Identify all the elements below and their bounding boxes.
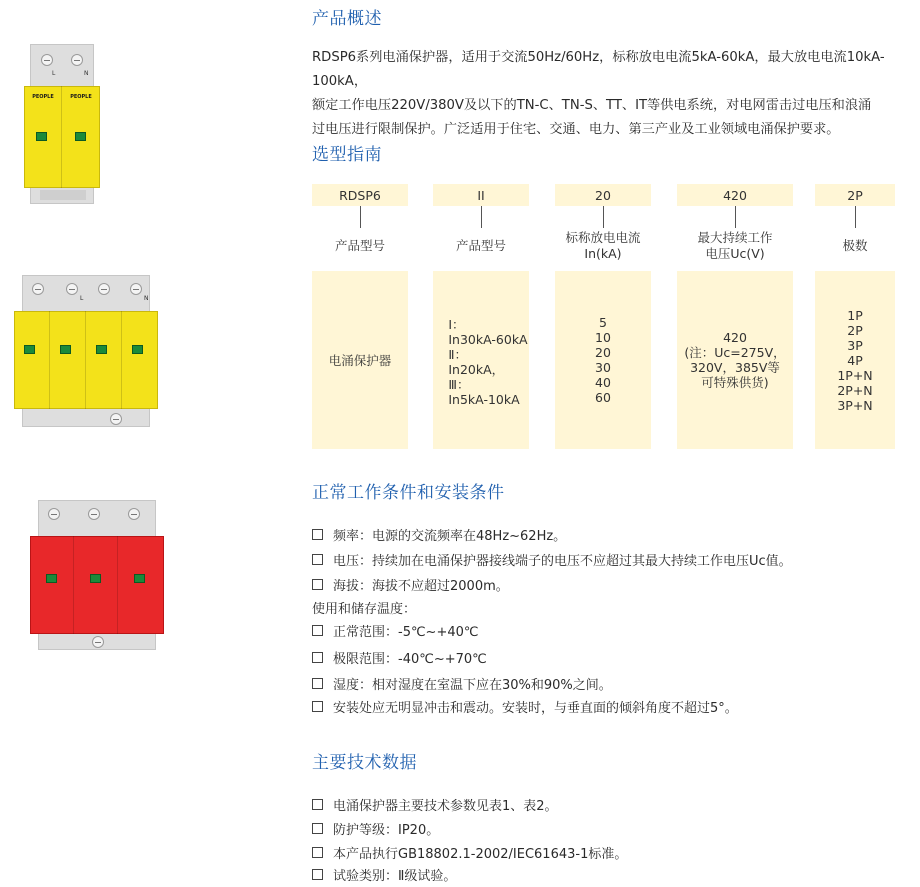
overview-text: RDSP6系列电涌保护器，适用于交流50Hz/60Hz，标称放电电流5kA-60kA，最大放电电流10kA-100kA， 额定工作电压220V/380V及以下的TN-C、TN-S、TT、IT等供电系统，对电网雷击过电压和浪涌 过电压进行限制保护。广泛适用于住宅、交通、电力、第三产业及工业领域电涌保护要求。 (312, 50, 885, 137)
selection-title: 选型指南 (312, 145, 382, 165)
product-image-3p-red (30, 500, 164, 650)
checkbox-icon (312, 652, 323, 663)
product-image-2p-yellow: L N PEOPLE PEOPLE (24, 44, 100, 204)
product-image-4p-yellow: L N (14, 275, 158, 427)
list-item: 安装处应无明显冲击和震动。安装时，与垂直面的倾斜角度不超过5°。 (312, 696, 738, 716)
list-item: 本产品执行GB18802.1-2002/IEC61643-1标准。 (312, 842, 627, 862)
label-voltage: 最大持续工作 电压Uc(V) (697, 230, 773, 261)
label-poles: 极数 (842, 238, 868, 253)
conditions-title: 正常工作条件和安装条件 (312, 483, 505, 503)
list-item: 频率：电源的交流频率在48Hz~62Hz。 (312, 524, 566, 544)
status-window (36, 132, 47, 141)
checkbox-icon (312, 579, 323, 590)
list-item: 极限范围：-40℃~+70℃ (312, 647, 487, 667)
checkbox-icon (312, 869, 323, 880)
list-item: 防护等级：IP20。 (312, 818, 439, 838)
label-series: 产品型号 (334, 238, 385, 253)
temperature-heading: 使用和储存温度： (312, 601, 417, 617)
checkbox-icon (312, 625, 323, 636)
list-item: 正常范围：-5℃~+40℃ (312, 620, 479, 640)
list-item: 电涌保护器主要技术参数见表1、表2。 (312, 794, 558, 814)
code-box-poles: 2P (815, 184, 895, 206)
checkbox-icon (312, 554, 323, 565)
checkbox-icon (312, 701, 323, 712)
content-series: 电涌保护器 (312, 271, 408, 449)
code-box-class: II (433, 184, 529, 206)
label-current: 标称放电电流 In(kA) (565, 230, 641, 261)
code-box-current: 20 (555, 184, 651, 206)
checkbox-icon (312, 799, 323, 810)
list-item: 海拔：海拔不应超过2000m。 (312, 574, 509, 594)
list-item: 试验类别：Ⅱ级试验。 (312, 864, 456, 884)
overview-title: 产品概述 (312, 9, 382, 29)
checkbox-icon (312, 529, 323, 540)
list-item: 电压：持续加在电涌保护器接线端子的电压不应超过其最大持续工作电压Uc值。 (312, 549, 792, 569)
checkbox-icon (312, 823, 323, 834)
content-current: 5 10 20 30 40 60 (555, 271, 651, 449)
content-class: Ⅰ： In30kA-60kA Ⅱ： In20kA， Ⅲ： In5kA-10kA (433, 271, 529, 449)
status-window (75, 132, 86, 141)
checkbox-icon (312, 847, 323, 858)
code-box-voltage: 420 (677, 184, 793, 206)
content-poles: 1P 2P 3P 4P 1P+N 2P+N 3P+N (815, 271, 895, 449)
code-box-series: RDSP6 (312, 184, 408, 206)
content-voltage: 420 (注：Uc=275V， 320V，385V等 可特殊供货) (677, 271, 793, 449)
label-class: 产品型号 (455, 238, 506, 253)
tech-title: 主要技术数据 (312, 753, 417, 773)
checkbox-icon (312, 678, 323, 689)
list-item: 湿度：相对湿度在室温下应在30%和90%之间。 (312, 673, 612, 693)
